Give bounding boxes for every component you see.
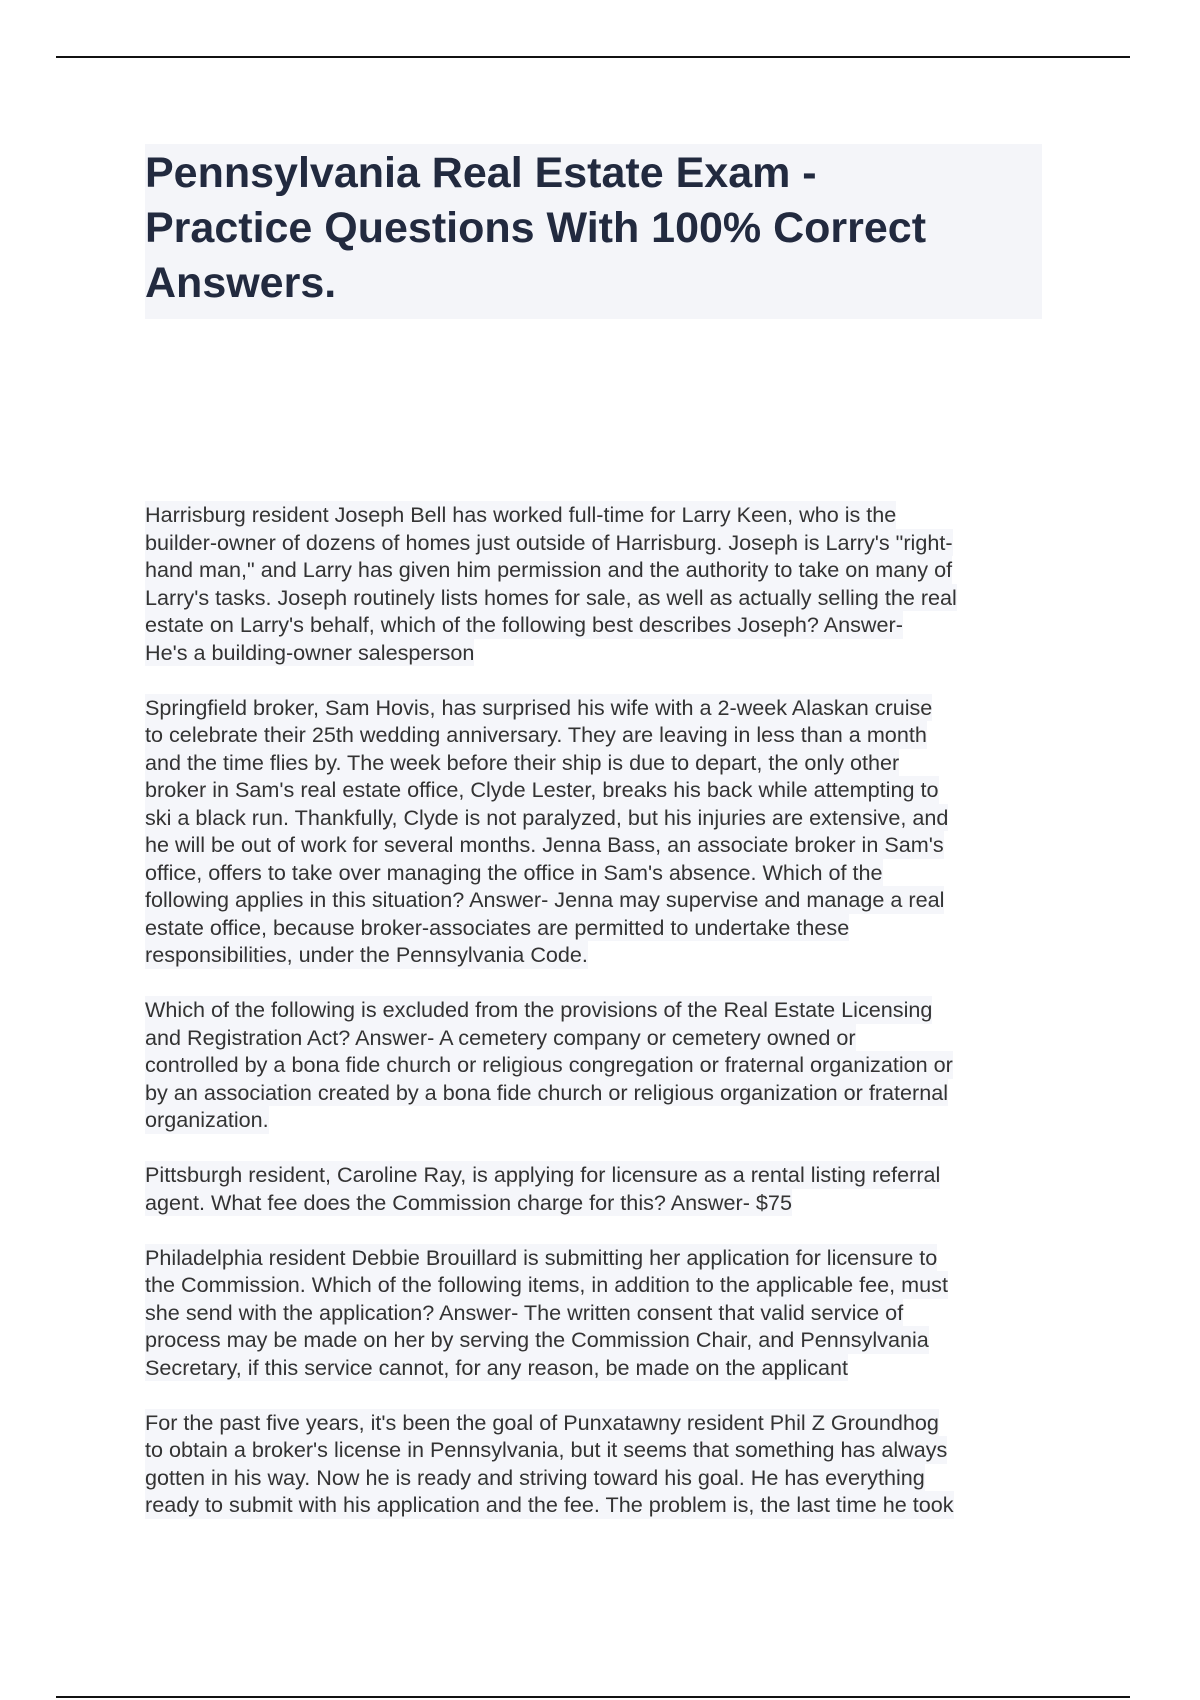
text-line: hand man," and Larry has given him permission and the authority to take on many of <box>145 557 953 582</box>
text-line: Philadelphia resident Debbie Brouillard is submitting her application for licensure to <box>145 1244 938 1270</box>
question-paragraph <box>145 1161 1045 1216</box>
text-line: Secretary, if this service cannot, for any reason, be made on the applicant <box>145 1354 848 1380</box>
text-line: Harrisburg resident Joseph Bell has worked full-time for Larry Keen, who is the <box>145 502 897 527</box>
title-line: Practice Questions With 100% Correct <box>145 204 927 252</box>
text-line: Pittsburgh resident, Caroline Ray, is applying for licensure as a rental listing referral <box>145 1162 941 1187</box>
text-line: ski a black run. Thankfully, Clyde is not paralyzed, but his injuries are extensive, and <box>145 804 949 830</box>
text-line: Which of the following is excluded from the provisions of the Real Estate Licensing <box>145 997 933 1022</box>
text-line: ready to submit with his application and the fee. The problem is, the last time he took <box>145 1492 954 1517</box>
text-line: controlled by a bona fide church or religious congregation or fraternal organization or <box>145 1052 953 1077</box>
text-line: agent. What fee does the Commission charge for this? Answer- $75 <box>145 1189 792 1215</box>
text-line: Larry's tasks. Joseph routinely lists homes for sale, as well as actually selling the real <box>145 584 957 610</box>
text-line: For the past five years, it's been the goal of Punxatawny resident Phil Z Groundhog <box>145 1409 939 1435</box>
text-line: Springfield broker, Sam Hovis, has surprised his wife with a 2-week Alaskan cruise <box>145 694 933 720</box>
text-line: organization. <box>145 1107 269 1132</box>
text-line: builder-owner of dozens of homes just outside of Harrisburg. Joseph is Larry's "right- <box>145 529 953 555</box>
document-body <box>145 501 1045 1546</box>
question-paragraph <box>145 1244 1045 1382</box>
question-paragraph <box>145 1409 1045 1519</box>
text-line: gotten in his way. Now he is ready and striving toward his goal. He has everything <box>145 1464 925 1490</box>
text-line: He's a building-owner salesperson <box>145 639 475 665</box>
text-line: he will be out of work for several months. Jenna Bass, an associate broker in Sam's <box>145 832 944 857</box>
document-title <box>145 144 1042 319</box>
question-paragraph <box>145 996 1045 1134</box>
text-line: the Commission. Which of the following items, in addition to the applicable fee, must <box>145 1272 948 1297</box>
footer-rule <box>56 1696 1130 1698</box>
question-paragraph <box>145 694 1045 969</box>
text-line: office, offers to take over managing the office in Sam's absence. Which of the <box>145 859 883 885</box>
text-line: process may be made on her by serving the Commission Chair, and Pennsylvania <box>145 1327 929 1352</box>
text-line: estate office, because broker-associates are permitted to undertake these <box>145 914 850 940</box>
text-line: responsibilities, under the Pennsylvania Code. <box>145 942 588 967</box>
text-line: and Registration Act? Answer- A cemetery company or cemetery owned or <box>145 1024 856 1050</box>
title-line: Answers. <box>145 259 337 307</box>
text-line: to obtain a broker's license in Pennsylvania, but it seems that something has always <box>145 1437 948 1462</box>
text-line: she send with the application? Answer- The written consent that valid service of <box>145 1299 904 1325</box>
title-line: Pennsylvania Real Estate Exam - <box>145 149 817 197</box>
text-line: estate on Larry's behalf, which of the following best describes Joseph? Answer- <box>145 612 903 637</box>
text-line: to celebrate their 25th wedding anniversary. They are leaving in less than a month <box>145 722 927 747</box>
header-rule <box>56 56 1130 58</box>
text-line: and the time flies by. The week before their ship is due to depart, the only other <box>145 749 900 775</box>
text-line: broker in Sam's real estate office, Clyde Lester, breaks his back while attempting to <box>145 777 939 802</box>
text-line: by an association created by a bona fide church or religious organization or fraternal <box>145 1079 949 1105</box>
question-paragraph <box>145 501 1045 666</box>
text-line: following applies in this situation? Answer- Jenna may supervise and manage a real <box>145 887 945 912</box>
